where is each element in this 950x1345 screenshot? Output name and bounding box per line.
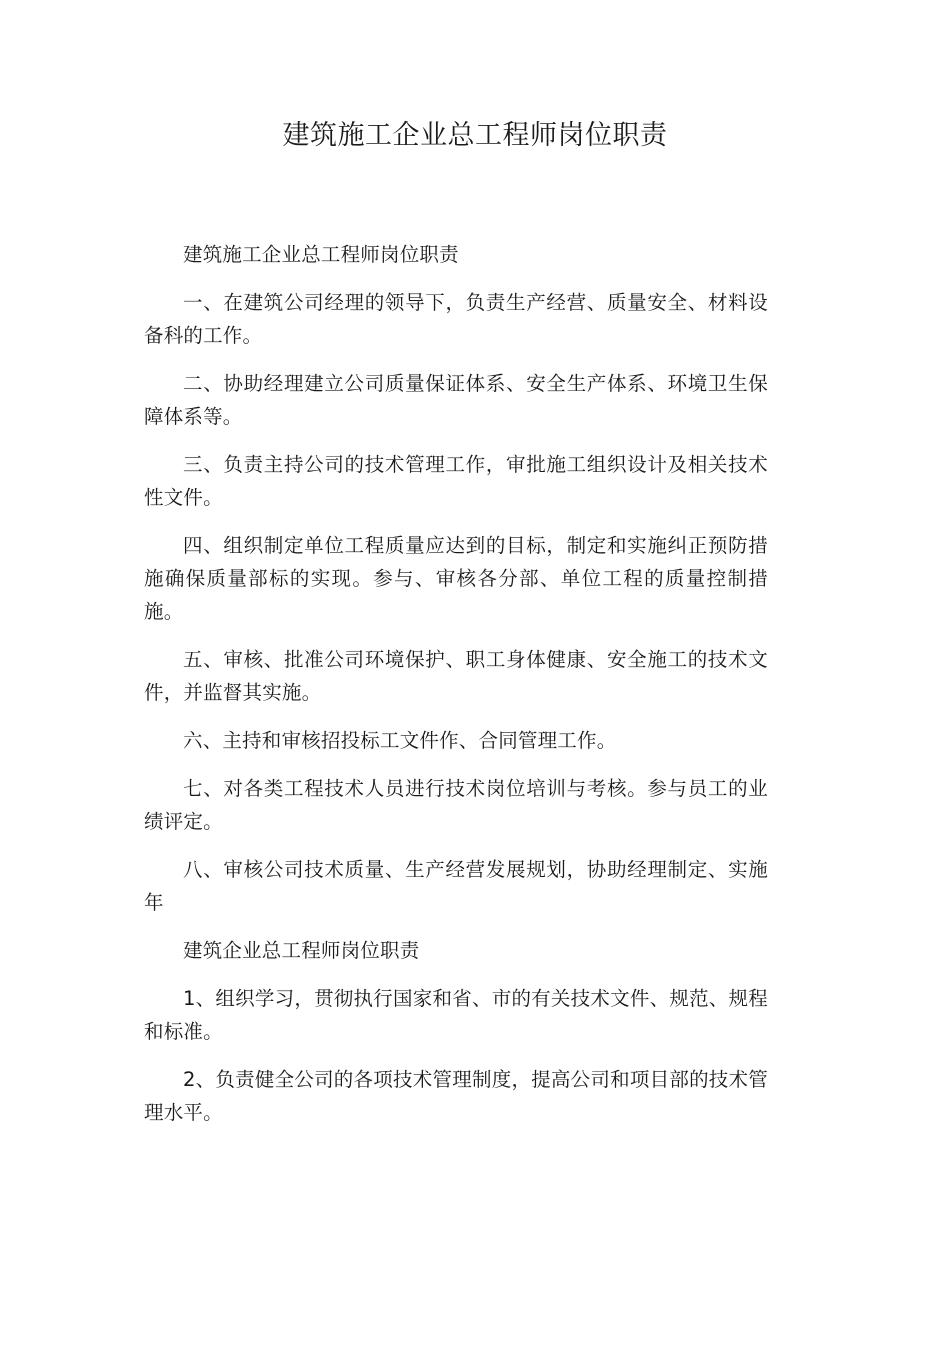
document-title: 建筑施工企业总工程师岗位职责 <box>282 120 668 151</box>
paragraph-item-5: 五、审核、批准公司环境保护、职工身体健康、安全施工的技术文件，并监督其实施。 <box>144 648 768 704</box>
paragraph-item-6: 六、主持和审核招投标工文件作、合同管理工作。 <box>183 729 617 752</box>
paragraph-item-7: 七、对各类工程技术人员进行技术岗位培训与考核。参与员工的业绩评定。 <box>144 777 768 833</box>
document-body <box>144 238 768 1144</box>
paragraph-numbered-1: 1、组织学习，贯彻执行国家和省、市的有关技术文件、规范、规程和标准。 <box>144 987 768 1043</box>
paragraph-numbered-2: 2、负责健全公司的各项技术管理制度，提高公司和项目部的技术管理水平。 <box>144 1068 768 1124</box>
paragraph-item-8: 八、审核公司技术质量、生产经营发展规划，协助经理制定、实施年 <box>144 858 768 914</box>
paragraph-heading-2: 建筑企业总工程师岗位职责 <box>183 939 420 962</box>
paragraph-item-2: 二、协助经理建立公司质量保证体系、安全生产体系、环境卫生保障体系等。 <box>144 372 768 428</box>
paragraph-item-3: 三、负责主持公司的技术管理工作，审批施工组织设计及相关技术性文件。 <box>144 453 768 509</box>
paragraph-item-1: 一、在建筑公司经理的领导下，负责生产经营、质量安全、材料设备科的工作。 <box>144 291 768 347</box>
paragraph-item-4: 四、组织制定单位工程质量应达到的目标，制定和实施纠正预防措施确保质量部标的实现。参与、审核各分部、单位工程的质量控制措施。 <box>144 534 768 623</box>
paragraph-heading-1: 建筑施工企业总工程师岗位职责 <box>183 243 459 266</box>
